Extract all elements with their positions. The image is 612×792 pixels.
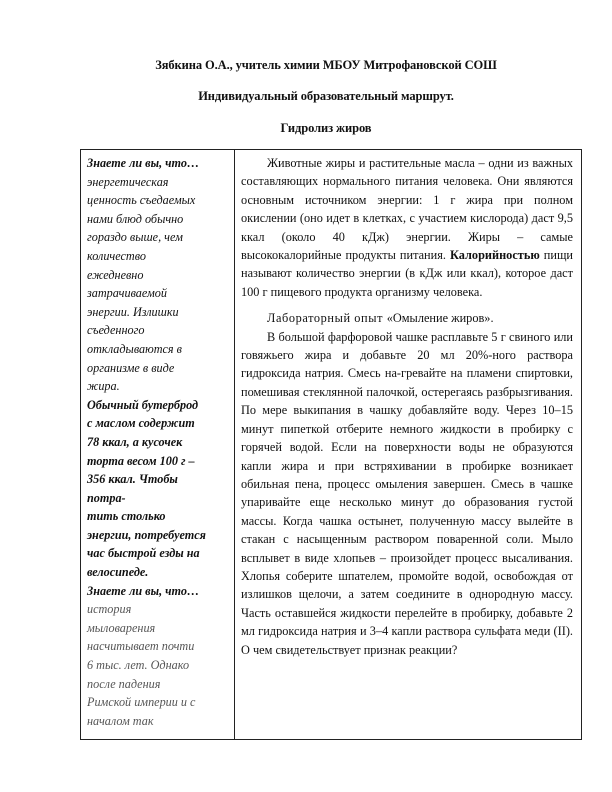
fact-line: ценность съедаемых	[87, 193, 196, 208]
fact-line: затрачиваемой	[87, 286, 167, 301]
fact-line: энергетическая	[87, 174, 169, 189]
fact-line: потра-	[87, 490, 126, 505]
procedure-paragraph: В большой фарфоровой чашке расплавьте 5 г свиного или говяжьего жира и добавьте 20 мл 20%-ного раствора гидроксида натрия. Смесь на-гревайте на пламени спиртовки, помешивая стеклянной палочкой, остерегаясь разбрызгивания. По мере выкипания в чашку добавляйте воду. Через 10–15 минут пипеткой отберите немного жидкости в пробирку с горячей водой. Если на поверхности воды не образуются капли жира и при встряхивании в пробирке возникает обильная пена, процесс омыления завершен. Смесь в чашке упаривайте еще несколько минут до образования густой массы. Когда чашка остынет, полученную массу вылейте в стакан с насыщенным раствором поваренной соли. Мыло всплывет в виде хлопьев – произойдет процесс высаливания. Хлопья соберите шпателем, промойте водой, освобождая от излишков щелочи, а затем соедините в однородную массу. Часть оставшейся жидкости перелейте в пробирку, добавьте 2 мл гидроксида натрия и 3–4 капли раствора сульфата меди (II). О чем свидетельствует признак реакции?	[241, 329, 573, 657]
topic-title: Гидролиз жиров	[280, 121, 372, 135]
experiment-heading	[241, 309, 573, 327]
experiment-label: Лабораторный опыт	[267, 311, 384, 326]
lesson-text-column	[235, 150, 581, 739]
fact-line: энергии, потребуется	[87, 527, 206, 542]
fact-line: торта весом 100 г –	[87, 453, 195, 468]
content-table	[80, 149, 582, 740]
fact-line: с маслом содержит	[87, 416, 195, 431]
fact-line: после падения	[87, 676, 161, 691]
experiment-name: «Омыление жиров».	[386, 311, 494, 326]
fact-line: началом так	[87, 713, 154, 728]
fact-line: нами блюд обычно	[87, 211, 184, 226]
fact-line: откладываются в	[87, 341, 182, 356]
intro-text: Животные жиры и растительные масла – одни из важных составляющих нормального питания человека. Они являются основным источником энергии: 1 г жира при полном окислении (оно идет в клетках, с участием кислорода) даст 9,5 ккал (около 40 кДж) энергии. Жиры – самые высококалорийные продукты питания.	[241, 156, 573, 263]
route-title: Индивидуальный образовательный маршрут.	[198, 89, 454, 103]
fact-line: 6 тыс. лет. Однако	[87, 658, 190, 673]
fact-line: 356 ккал. Чтобы	[87, 472, 178, 487]
fact-line: Обычный бутерброд	[87, 397, 199, 412]
fact-line: организме в виде	[87, 360, 175, 375]
fact-line: мыловарения	[87, 620, 156, 635]
fact-line: жира.	[87, 379, 120, 394]
intro-text-continued: пищи называют количество энергии (в кДж или ккал), которое даст 100 г пищевого продукта организму человека.	[241, 248, 573, 299]
author-line: Зябкина О.А., учитель химии МБОУ Митрофановской СОШ	[155, 58, 497, 72]
fact-soap-block	[87, 600, 232, 730]
fact-line: Римской империи и с	[87, 695, 196, 710]
did-you-know-column	[81, 150, 235, 739]
fact-line: история	[87, 602, 132, 617]
fact-line: тить столько	[87, 509, 166, 524]
fact-line: велосипеде.	[87, 565, 149, 580]
fact-soap-title: Знаете ли вы, что…	[87, 583, 200, 598]
fact-line: количество	[87, 248, 146, 263]
fact-line: энергии. Излишки	[87, 304, 179, 319]
fact-line: съеденного	[87, 323, 145, 338]
fact-line: гораздо выше, чем	[87, 230, 183, 245]
fact-energy-block	[87, 154, 232, 582]
fact-line: Знаете ли вы, что…	[87, 156, 200, 170]
intro-paragraph	[241, 154, 573, 301]
fact-line: ежедневно	[87, 267, 144, 282]
calorie-term: Калорийностью	[450, 248, 540, 263]
fact-line: насчитывает почти	[87, 639, 195, 654]
fact-line: 78 ккал, а кусочек	[87, 434, 183, 449]
fact-line: час быстрой езды на	[87, 546, 200, 561]
